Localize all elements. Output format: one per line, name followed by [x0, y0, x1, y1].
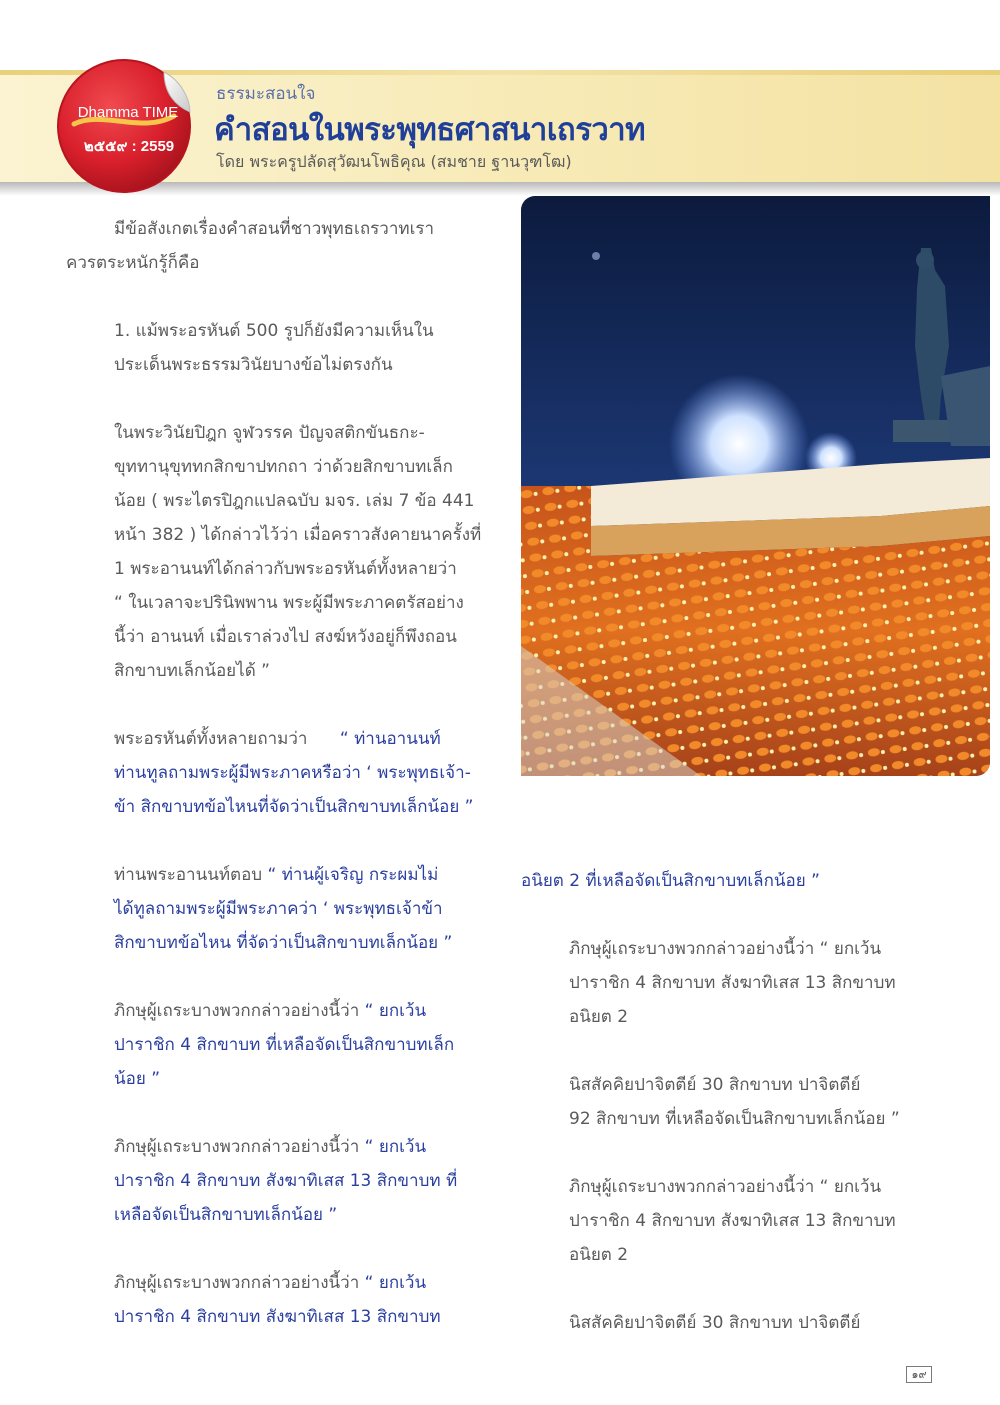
paragraph-continuation: อนิยต 2 ที่เหลือจัดเป็นสิกขาบทเล็กน้อย ” [521, 871, 820, 891]
page-title: คำสอนในพระพุทธศาสนาเถรวาท [214, 112, 646, 148]
paragraph-arahants-question: พระอรหันต์ทั้งหลายถามว่า “ ท่านอานนท์ ท่านทูลถามพระผู้มีพระภาคหรือว่า ‘ พระพุทธเจ้า- ข้า สิกขาบทข้อไหนที่จัดว่าเป็นสิกขาบทเล็กน้อย ” [114, 729, 474, 817]
monks-candle-ceremony-photo [521, 196, 990, 776]
section-kicker: ธรรมะสอนใจ [216, 84, 316, 104]
author-byline: โดย พระครูปลัดสุวัฒนโพธิคุณ (สมชาย ฐานวุฑโฒ) [216, 152, 572, 171]
paragraph-elders-view-2: ภิกษุผู้เถระบางพวกกล่าวอย่างนี้ว่า “ ยกเว้น ปาราชิก 4 สิกขาบท สังฆาทิเสส 13 สิกขาบท ที่ เหลือจัดเป็นสิกขาบทเล็กน้อย ” [114, 1137, 458, 1225]
paragraph-elders-view-5: ภิกษุผู้เถระบางพวกกล่าวอย่างนี้ว่า “ ยกเว้น ปาราชิก 4 สิกขาบท สังฆาทิเสส 13 สิกขาบท อนิยต 2 [569, 1177, 896, 1265]
badge-title: Dhamma TIME [77, 104, 179, 121]
paragraph-vinaya-reference: ในพระวินัยปิฎก จูฬวรรค ปัญจสติกขันธกะ- ขุททานุขุททกสิกขาปทกถา ว่าด้วยสิกขาบทเล็ก น้อย ( พระไตรปิฎกแปลฉบับ มจร. เล่ม 7 ข้อ 441 หน้า 382 ) ได้กล่าวไว้ว่า เมื่อคราวสังคายนาครั้งที่ 1 พระอานนท์ได้กล่าวกับพระอรหันต์ทั้งหลายว่า “ ในเวลาจะปรินิพพาน พระผู้มีพระภาคตรัสอย่าง นี้ว่า อานนท์ เมื่อเราล่วงไป สงฆ์หวังอยู่ก็พึงถอน สิกขาบทเล็กน้อยได้ ” [114, 423, 482, 681]
paragraph-intro: มีข้อสังเกตเรื่องคำสอนที่ชาวพุทธเถรวาทเรา ควรตระหนักรู้ก็คือ [66, 219, 435, 273]
left-column [66, 212, 482, 1368]
paragraph-elders-view-1: ภิกษุผู้เถระบางพวกกล่าวอย่างนี้ว่า “ ยกเว้น ปาราชิก 4 สิกขาบท ที่เหลือจัดเป็นสิกขาบทเล็ก น้อย ” [114, 1001, 455, 1089]
paragraph-nissaggiya-2: นิสสัคคิยปาจิตตีย์ 30 สิกขาบท ปาจิตตีย์ [569, 1313, 861, 1333]
paragraph-ananda-answer: ท่านพระอานนท์ตอบ “ ท่านผู้เจริญ กระผมไม่ ได้ทูลถามพระผู้มีพระภาคว่า ‘ พระพุทธเจ้าข้า สิกขาบทข้อไหน ที่จัดว่าเป็นสิกขาบทเล็กน้อย ” [114, 865, 453, 953]
right-column [521, 864, 931, 1374]
paragraph-nissaggiya-1: นิสสัคคิยปาจิตตีย์ 30 สิกขาบท ปาจิตตีย์ 92 สิกขาบท ที่เหลือจัดเป็นสิกขาบทเล็กน้อย ” [569, 1075, 900, 1129]
paragraph-elders-view-4: ภิกษุผู้เถระบางพวกกล่าวอย่างนี้ว่า “ ยกเว้น ปาราชิก 4 สิกขาบท สังฆาทิเสส 13 สิกขาบท อนิยต 2 [569, 939, 896, 1027]
paragraph-elders-view-3: ภิกษุผู้เถระบางพวกกล่าวอย่างนี้ว่า “ ยกเว้น ปาราชิก 4 สิกขาบท สังฆาทิเสส 13 สิกขาบท [114, 1273, 441, 1327]
badge-year: ๒๕๕๙ : 2559 [83, 138, 175, 155]
paragraph-point-1: 1. แม้พระอรหันต์ 500 รูปก็ยังมีความเห็นใน ประเด็นพระธรรมวินัยบางข้อไม่ตรงกัน [114, 321, 434, 375]
page-number: ๑๙ [906, 1366, 932, 1383]
dhamma-time-badge-icon [52, 50, 198, 196]
